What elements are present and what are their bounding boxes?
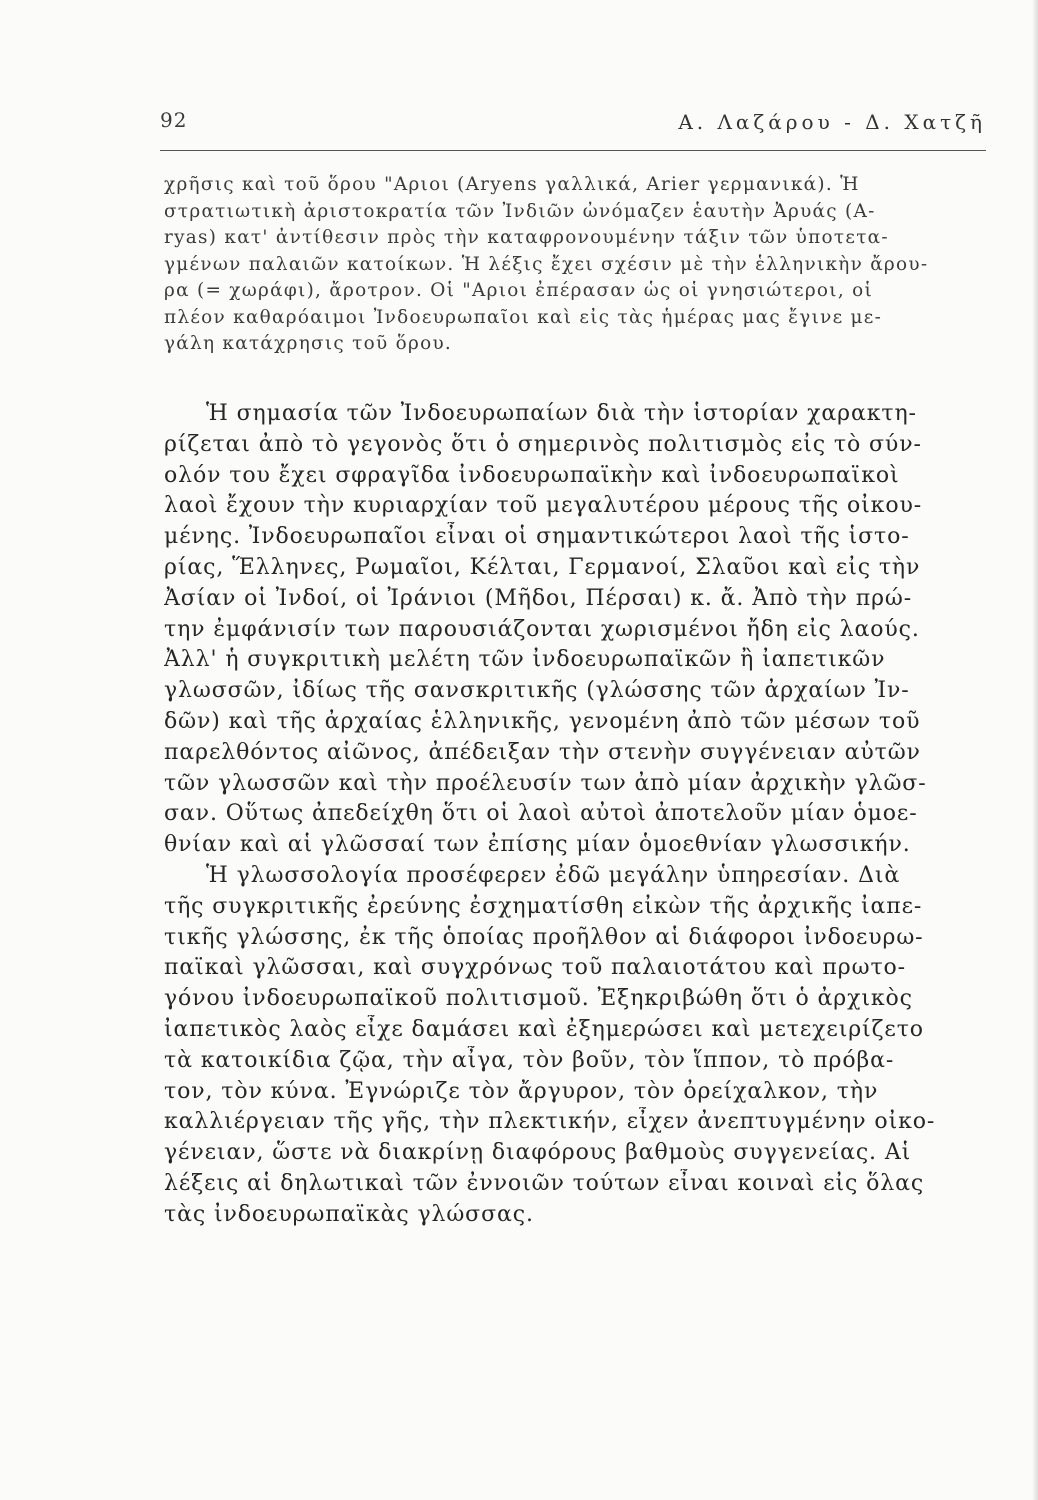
body-line: λέξεις αἱ δηλωτικαὶ τῶν ἐννοιῶν τούτων εἶναι κοιναὶ εἰς ὅλας: [164, 1170, 925, 1196]
body-line: τῆς συγκριτικῆς ἐρεύνης ἐσχηματίσθη εἰκὼν τῆς ἀρχικῆς ἰαπε-: [164, 893, 923, 919]
body-line: δῶν) καὶ τῆς ἀρχαίας ἑλληνικῆς, γενομένη ἀπὸ τῶν μέσων τοῦ: [164, 708, 921, 734]
body-line: τὰ κατοικίδια ζῷα, τὴν αἶγα, τὸν βοῦν, τὸν ἵππον, τὸ πρόβα-: [164, 1047, 895, 1073]
header-rule: [160, 150, 986, 151]
footnote-line: ryas) κατ' ἀντίθεσιν πρὸς τὴν καταφρονουμένην τάξιν τῶν ὑποτετα-: [164, 227, 889, 248]
body-line: ολόν του ἔχει σφραγῖδα ἰνδοευρωπαϊκὴν καὶ ἰνδοευρωπαϊκοὶ: [164, 462, 900, 488]
body-line: τικῆς γλώσσης, ἐκ τῆς ὁποίας προῆλθον αἱ διάφοροι ἰνδοευρω-: [164, 924, 924, 950]
body-line: τῶν γλωσσῶν καὶ τὴν προέλευσίν των ἀπὸ μίαν ἀρχικὴν γλῶσ-: [164, 770, 927, 796]
body-line: λαοὶ ἔχουν τὴν κυριαρχίαν τοῦ μεγαλυτέρου μέρους τῆς οἰκου-: [164, 493, 923, 519]
body-line: ἰαπετικὸς λαὸς εἶχε δαμάσει καὶ ἐξημερώσει καὶ μετεχειρίζετο: [164, 1016, 924, 1042]
body-line: θνίαν καὶ αἱ γλῶσσαί των ἐπίσης μίαν ὁμοεθνίαν γλωσσικήν.: [164, 832, 911, 858]
body-line: Ἀσίαν οἱ Ἰνδοί, οἱ Ἰράνιοι (Μῆδοι, Πέρσαι) κ. ἄ. Ἀπὸ τὴν πρώ-: [164, 585, 913, 611]
body-line: παϊκαὶ γλῶσσαι, καὶ συγχρόνως τοῦ παλαιοτάτου καὶ πρωτο-: [164, 955, 906, 981]
footnote-line: γμένων παλαιῶν κατοίκων. Ἡ λέξις ἔχει σχέσιν μὲ τὴν ἑλληνικὴν ἄρου-: [164, 253, 929, 275]
page-edge-shadow: [1032, 0, 1038, 1500]
footnote-line: στρατιωτικὴ ἀριστοκρατία τῶν Ἰνδιῶν ὠνόμαζεν ἑαυτὴν Ἀρυάς (A-: [164, 200, 876, 222]
body-line: ρίας, Ἕλληνες, Ρωμαῖοι, Κέλται, Γερμανοί, Σλαῦοι καὶ εἰς τὴν: [164, 554, 921, 580]
body-line: καλλιέργειαν τῆς γῆς, τὴν πλεκτικήν, εἶχεν ἀνεπτυγμένην οἰκο-: [164, 1109, 936, 1135]
body-line: παρελθόντος αἰῶνος, ἀπέδειξαν τὴν στενὴν συγγένειαν αὐτῶν: [164, 739, 921, 765]
body-line: ρίζεται ἀπὸ τὸ γεγονὸς ὅτι ὁ σημερινὸς πολιτισμὸς εἰς τὸ σύν-: [164, 431, 922, 457]
body-line: μένης. Ἰνδοευρωπαῖοι εἶναι οἱ σημαντικώτεροι λαοὶ τῆς ἱστο-: [164, 524, 910, 550]
running-head-author: Α. Λαζάρου - Δ. Χατζῆ: [678, 110, 986, 134]
body-line: Ἡ σημασία τῶν Ἰνδοευρωπαίων διὰ τὴν ἱστορίαν χαρακτη-: [206, 401, 917, 426]
body-line: Ἀλλ' ἡ συγκριτικὴ μελέτη τῶν ἰνδοευρωπαϊκῶν ἢ ἰαπετικῶν: [164, 647, 886, 673]
body-line: Ἡ γλωσσολογία προσέφερεν ἐδῶ μεγάλην ὑπηρεσίαν. Διὰ: [206, 862, 901, 888]
running-head: [160, 108, 986, 142]
footnote-paragraph: [164, 172, 990, 358]
body-line: γένειαν, ὥστε νὰ διακρίνῃ διαφόρους βαθμοὺς συγγενείας. Αἱ: [164, 1140, 912, 1166]
body-line: σαν. Οὕτως ἀπεδείχθη ὅτι οἱ λαοὶ αὐτοὶ ἀποτελοῦν μίαν ὁμοε-: [164, 801, 918, 827]
footnote-line: χρῆσις καὶ τοῦ ὅρου "Αριοι (Aryens γαλλικά, Arier γερμανικά). Ἡ: [164, 174, 860, 195]
footnote-line: γάλη κατάχρησις τοῦ ὅρου.: [164, 333, 453, 354]
body-line: την ἐμφάνισίν των παρουσιάζονται χωρισμένοι ἤδη εἰς λαούς.: [164, 616, 920, 642]
footnote-line: πλέον καθαρόαιμοι Ἰνδοευρωπαῖοι καὶ εἰς τὰς ἡμέρας μας ἔγινε με-: [164, 306, 883, 328]
main-text: [164, 399, 990, 1231]
footnote-line: ρα (= χωράφι), ἄροτρον. Οἱ "Αριοι ἐπέρασαν ὡς οἱ γνησιώτεροι, οἱ: [164, 280, 873, 301]
body-line: γλωσσῶν, ἰδίως τῆς σανσκριτικῆς (γλώσσης τῶν ἀρχαίων Ἰν-: [164, 678, 910, 704]
body-line: τον, τὸν κύνα. Ἐγνώριζε τὸν ἄργυρον, τὸν ὀρείχαλκον, τὴν: [164, 1078, 879, 1104]
body-line: γόνου ἰνδοευρωπαϊκοῦ πολιτισμοῦ. Ἐξηκριβώθη ὅτι ὁ ἀρχικὸς: [164, 986, 913, 1012]
page-number: 92: [160, 108, 188, 132]
body-line: τὰς ἰνδοευρωπαϊκὰς γλώσσας.: [164, 1201, 534, 1227]
